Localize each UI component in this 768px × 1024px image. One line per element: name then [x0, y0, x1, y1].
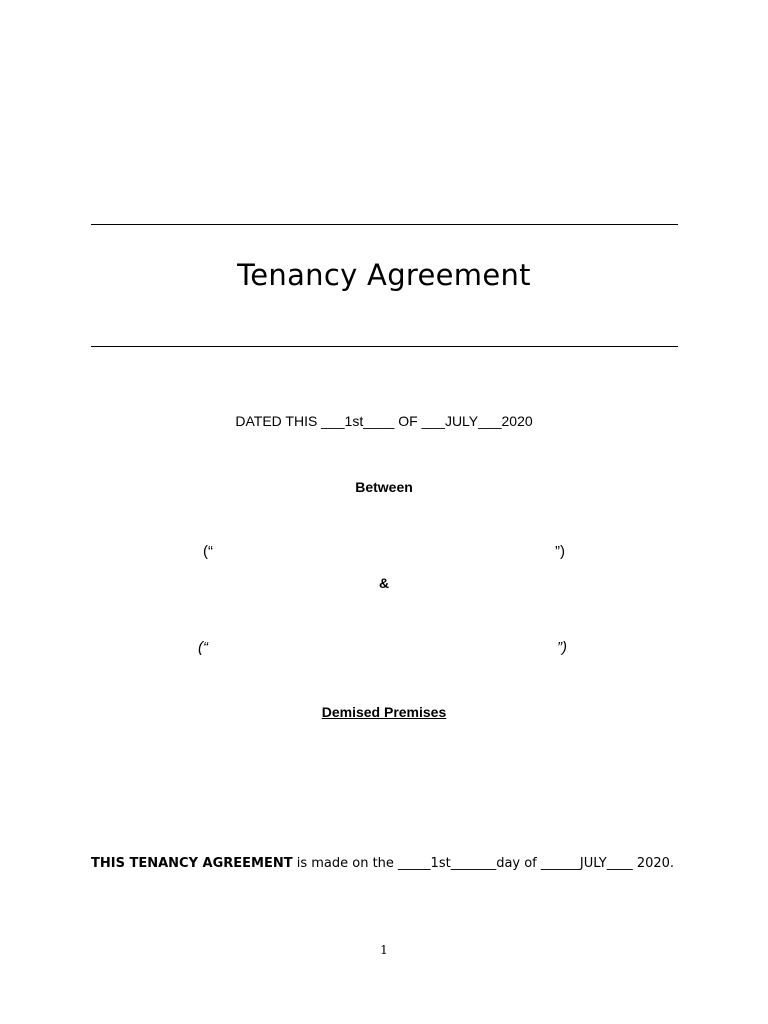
party2-open-quote: (“	[198, 639, 208, 656]
agreement-statement	[91, 856, 674, 871]
top-rule	[91, 224, 678, 225]
party1-open-quote: (“	[203, 543, 213, 560]
demised-premises-heading: Demised Premises	[321, 704, 447, 720]
ampersand: &	[378, 575, 390, 591]
page-number: 1	[380, 943, 388, 957]
party2-close-quote: ”)	[557, 639, 567, 656]
party1-close-quote: ”)	[555, 543, 565, 560]
document-title: Tenancy Agreement	[237, 258, 531, 292]
agreement-bold-lead: THIS TENANCY AGREEMENT	[91, 856, 293, 871]
between-heading: Between	[355, 479, 413, 495]
bottom-rule	[91, 346, 678, 347]
dated-line: DATED THIS ___1st____ OF ___JULY___2020	[235, 413, 533, 429]
agreement-rest: is made on the _____1st_______day of ______JULY____ 2020.	[292, 856, 675, 871]
